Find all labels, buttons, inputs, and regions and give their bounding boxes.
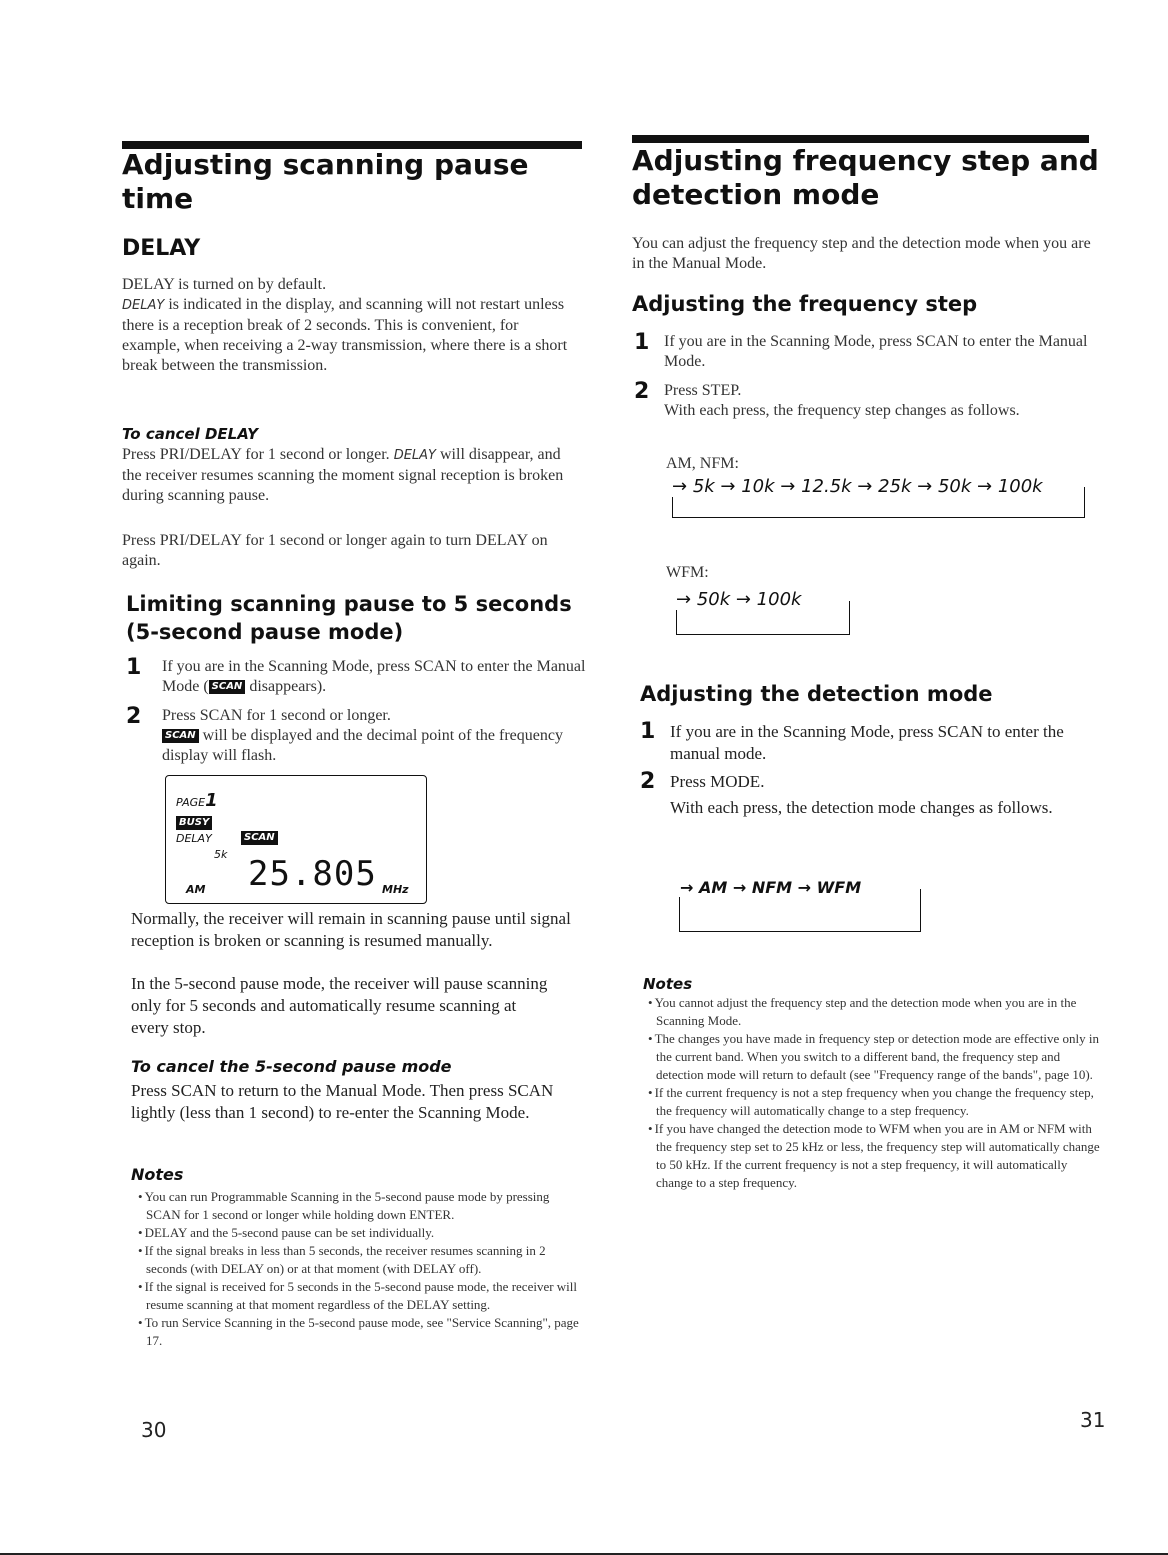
freq-step-1 [634,332,1094,372]
note-item: • If the signal is received for 5 seconds in the 5-second pause mode, the receiver will resume scanning at that moment regardless of the DELAY setting. [136,1278,586,1314]
loop-arrow-icon: → [672,476,688,497]
step1-text-a: If you are in the Scanning Mode, press SCAN to enter the Manual Mode ( [162,658,586,695]
step1-text-b: disappears). [245,678,327,695]
am-nfm-sequence-text: 5k → 10k → 12.5k → 25k → 50k → 100k [692,476,1043,497]
note-item: • To run Service Scanning in the 5-second pause mode, see "Service Scanning", page 17. [136,1314,586,1350]
right-page-number: 31 [1080,1408,1106,1432]
step2-line2: With each press, the detection mode changes as follows. [670,798,1053,817]
note-item: • DELAY and the 5-second pause can be set individually. [136,1224,586,1242]
step-text: If you are in the Scanning Mode, press SCAN to enter the Manual Mode. [664,333,1088,370]
cancel-delay-text-a: Press PRI/DELAY for 1 second or longer. [122,446,394,463]
step-text [664,381,1064,421]
lcd-page-indicator [176,790,218,811]
lcd-step-indicator: 5k [214,848,228,861]
am-nfm-sequence [668,476,1047,497]
step-number: 1 [640,719,656,744]
note-item: • You cannot adjust the frequency step and the detection mode when you are in the Scanning Mode. [646,994,1101,1030]
delay-indicator-tag-2: DELAY [393,448,436,463]
wfm-label: WFM: [666,564,709,581]
right-page-title: Adjusting frequency step and detection mode [632,144,1099,211]
left-page-number: 30 [141,1418,167,1442]
right-intro-paragraph: You can adjust the frequency step and the detection mode when you are in the Manual Mode. [632,235,1091,272]
delay-paragraph-rest: is indicated in the display, and scanning will not restart unless there is a reception break of 2 seconds. This is convenient, for example, when receiving a 2-way transmission, where there is a short break between the transmission. [122,296,568,374]
step-number: 2 [640,769,656,794]
turn-on-again-text: Press PRI/DELAY for 1 second or longer again to turn DELAY on again. [122,532,548,569]
delay-heading: DELAY [122,236,201,261]
note-item: • If the current frequency is not a step frequency when you change the frequency step, the frequency will automatically change to a step frequency. [646,1084,1101,1120]
loop-arrow-icon: → [676,589,692,610]
step2-line2: With each press, the frequency step changes as follows. [664,402,1020,419]
mode-sequence [676,878,865,897]
am-nfm-label: AM, NFM: [666,455,739,472]
lcd-mode-indicator: AM [186,883,206,896]
step-text [670,771,1070,819]
det-step-1 [640,721,1100,765]
right-title-rule [632,135,1089,143]
step2-line1: Press MODE. [670,772,765,791]
limit-step-1 [126,657,586,697]
step-number: 1 [126,655,142,680]
right-notes-list [646,994,1101,1192]
scan-indicator-icon: SCAN [162,729,199,743]
cancel-delay-text [122,445,582,506]
lcd-display-illustration [165,775,427,904]
wfm-sequence [672,589,805,610]
left-notes-heading: Notes [131,1165,184,1184]
step-number: 2 [126,704,142,729]
cancel-delay-text-b: will disappear, and the receiver resumes scanning the moment signal reception is broken during scanning pause. [122,446,564,504]
left-notes-list [136,1188,586,1350]
delay-indicator-tag: DELAY [122,298,165,313]
step-number: 1 [634,330,650,355]
step2-line1: Press SCAN for 1 second or longer. [162,707,391,724]
cancel-5sec-text: Press SCAN to return to the Manual Mode. Then press SCAN lightly (less than 1 second) to re-enter the Scanning Mode. [131,1081,554,1122]
lcd-scan-indicator: SCAN [241,831,278,845]
cancel-5sec-heading: To cancel the 5-second pause mode [131,1057,452,1076]
delay-paragraph-line1: DELAY is turned on by default. [122,276,327,293]
step-text [162,706,586,766]
step-text: If you are in the Scanning Mode, press SCAN to enter the manual mode. [670,722,1064,763]
step-number: 2 [634,379,650,404]
mode-sequence-text: AM → NFM → WFM [698,878,862,897]
left-page-title: Adjusting scanning pause time [122,148,529,215]
lcd-delay-indicator: DELAY [176,832,212,845]
normally-paragraph: Normally, the receiver will remain in scanning pause until signal reception is broken or scanning is resumed manually. [131,909,571,950]
five-second-paragraph: In the 5-second pause mode, the receiver will pause scanning only for 5 seconds and automatically resume scanning at every stop. [131,974,548,1037]
scan-indicator-icon: SCAN [209,680,246,694]
limit-step-2 [126,706,586,766]
lcd-unit-label: MHz [382,883,409,896]
limit-pause-heading: Limiting scanning pause to 5 seconds (5-second pause mode) [126,592,572,644]
step-text [162,657,586,697]
loop-arrow-icon: → [680,878,694,897]
lcd-frequency-readout: 25.805 [248,854,377,894]
lcd-page-number: 1 [205,790,218,811]
cancel-delay-heading: To cancel DELAY [122,425,258,443]
delay-paragraph [122,275,577,376]
freq-step-heading: Adjusting the frequency step [632,292,978,316]
note-item: • You can run Programmable Scanning in the 5-second pause mode by pressing SCAN for 1 second or longer while holding down ENTER. [136,1188,586,1224]
lcd-busy-indicator: BUSY [176,816,212,830]
note-item: • If the signal breaks in less than 5 seconds, the receiver resumes scanning in 2 seconds (with DELAY on) or at that moment (with DELAY off). [136,1242,586,1278]
step2-text-b: will be displayed and the decimal point of the frequency display will flash. [162,727,563,764]
freq-step-2 [634,381,1094,421]
note-item: • If you have changed the detection mode to WFM when you are in AM or NFM with the frequency step set to 25 kHz or less, the frequency step will automatically change to 50 kHz. If the current frequency is not a step frequency, it will automatically change to a step frequency. [646,1120,1101,1192]
lcd-page-label: PAGE [176,796,206,809]
det-step-2 [640,771,1100,819]
right-notes-heading: Notes [643,975,693,993]
step2-line1: Press STEP. [664,382,742,399]
detection-mode-heading: Adjusting the detection mode [640,682,993,706]
note-item: • The changes you have made in frequency step or detection mode are effective only in the current band. When you switch to a different band, the frequency step and detection mode will return to default (see "Frequency range of the bands", page 10). [646,1030,1101,1084]
wfm-sequence-text: 50k → 100k [696,589,802,610]
